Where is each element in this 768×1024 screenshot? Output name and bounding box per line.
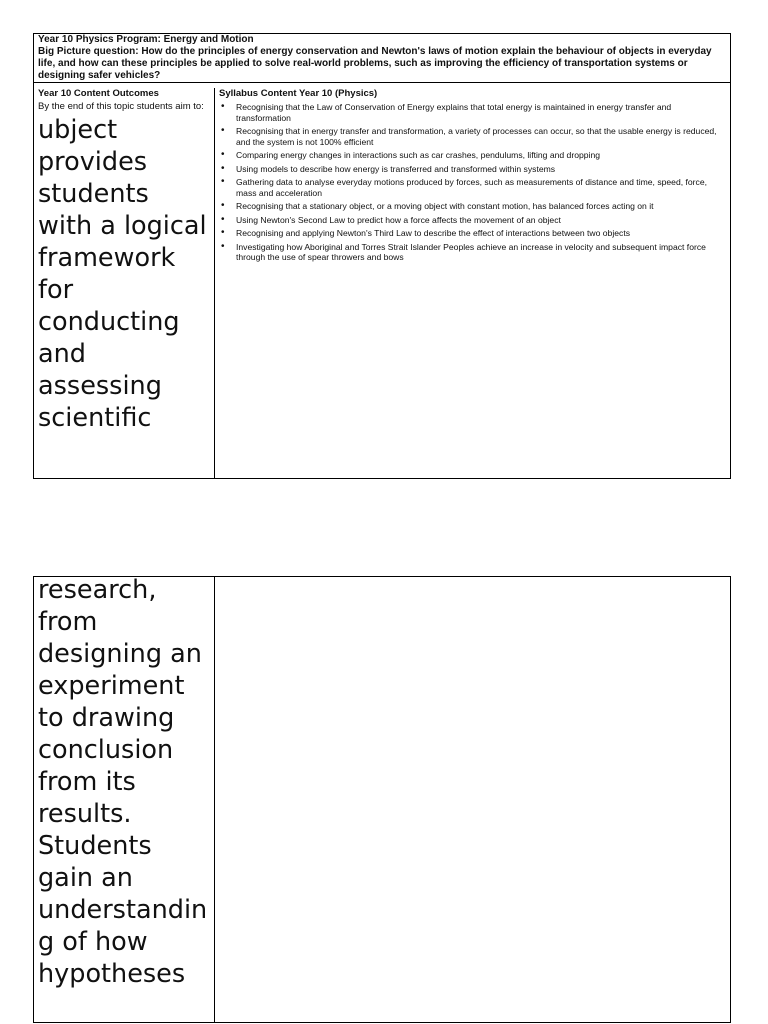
syllabus-item: • Gathering data to analyse everyday motions produced by forces, such as measurements of distance and time, speed, force, mass and acceleration <box>219 177 726 199</box>
program-table <box>33 33 731 479</box>
content-grid <box>34 88 730 478</box>
syllabus-column <box>215 88 730 478</box>
outcomes-title: Year 10 Content Outcomes <box>38 88 159 99</box>
syllabus-item: • Recognising that the Law of Conservation of Energy explains that total energy is maintained in energy transfer and transformation <box>219 102 726 124</box>
syllabus-item: • Recognising and applying Newton's Third Law to describe the effect of interactions between two objects <box>219 228 726 239</box>
outcomes-intro: By the end of this topic students aim to: <box>38 101 204 112</box>
outcomes-text-continued: research, from designing an experiment to drawing conclusion from its results. Students gain an understanding of how hypotheses <box>38 577 208 989</box>
syllabus-list <box>219 102 726 263</box>
outcomes-column <box>34 88 215 478</box>
program-header <box>34 34 730 83</box>
syllabus-column-continued <box>215 577 730 1022</box>
content-grid-continued <box>34 577 730 1022</box>
syllabus-item: • Investigating how Aboriginal and Torres Strait Islander Peoples achieve an increase in velocity and subsequent impact force through the use of spear throwers and bows <box>219 242 726 264</box>
syllabus-title: Syllabus Content Year 10 (Physics) <box>219 88 378 99</box>
syllabus-item: • Using models to describe how energy is transferred and transformed within systems <box>219 164 726 175</box>
syllabus-item: • Comparing energy changes in interactions such as car crashes, pendulums, lifting and dropping <box>219 150 726 161</box>
big-picture-question: Big Picture question: How do the principles of energy conservation and Newton's laws of motion explain the behaviour of objects in everyday life, and how can these principles be applied to solve real-world problems, such as improving the efficiency of transportation systems or designing safer vehicles? <box>38 46 712 81</box>
outcomes-column-continued <box>34 577 215 1022</box>
syllabus-item: • Recognising that in energy transfer and transformation, a variety of processes can occur, so that the usable energy is reduced, and the system is not 100% efficient <box>219 126 726 148</box>
program-title: Year 10 Physics Program: Energy and Motion <box>38 34 254 45</box>
program-table-continued <box>33 576 731 1023</box>
outcomes-text: ubject provides students with a logical framework for conducting and assessing scientific <box>38 115 207 433</box>
syllabus-item: • Using Newton's Second Law to predict how a force affects the movement of an object <box>219 215 726 226</box>
syllabus-item: • Recognising that a stationary object, or a moving object with constant motion, has balanced forces acting on it <box>219 201 726 212</box>
